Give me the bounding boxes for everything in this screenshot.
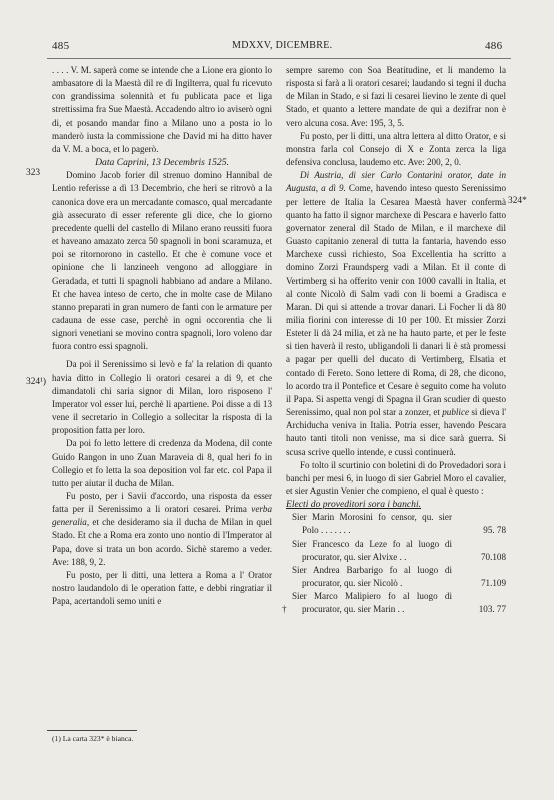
margin-number: 323 — [26, 168, 41, 178]
margin-number: 324* — [508, 196, 527, 206]
vote-count: 70.108 — [480, 551, 506, 562]
footnote: (1) La carta 323* è bianca. — [52, 734, 134, 743]
paragraph: Fu posto, per i Savii d'accordo, una risposta da esser fatta per il Serenissimo a li oratori cesarei. Prima verba generalia, et che desideramo sia il ducha de Milan in quel Stado. Et che a Roma era zonto uno nontio di l'Imperator al Papa, dove si trata un bon acordo. Sichè staremo a veder. Ave: 188, 9, 2. — [52, 491, 272, 567]
candidate-name: Sier Francesco da Leze fo al luogo di procurator, qu. sier Alvixe . . — [292, 538, 452, 562]
margin-number: 324¹) — [26, 377, 46, 387]
election-list — [282, 511, 506, 616]
vote-count: 71.109 — [480, 578, 506, 589]
footnote-rule — [47, 730, 137, 731]
right-column — [282, 64, 507, 617]
dagger-mark: † — [282, 604, 287, 615]
election-row — [286, 538, 506, 564]
paragraph: Di Austria, di sier Carlo Contarini orator, date in Augusta, a dì 9. Come, havendo inteso questo Serenissimo per lettere de Italia la Cesarea Maestà haver confermà quanto ha fatto il signor marchexe di Pescara e haverlo fatto governator zeneral dil Stado de Milan, e il marchexe dil Guasto capitanio zeneral di tutta la fantaria, havendo esso Marchexe cussì richiesto, Soa Excellentia ha scritto a domino Zorzi Fraundsperg vadi a Milan. Et il conte di Vertimberg si ha offerito venir con 1000 cavalli in Italia, et al conte Nicolò di Salm vadi con li boemi a Gradisca e Maran. Di qui si attende a trovar danari. Li Focher li dà 80 milia fiorini con interesse di 10 per 100. Et missier Zorzi Esteter li dà 24 milia, et zà ne ha hauto parte, et per le feste si tien haverà il resto, ubligandoli li danari li è stà promessi a pagar per quelli del ducato di Vertimberg, Elsatia et contado di Fereto. Sono lettere di Roma, di 28, che dicono, lo acordo tra il Pontefice et Cesare è seguito come ha voluto il Papa. Si aspetta vengi di Spagna il Gran scudier di questo Serenissimo, qual non pol star a zonzer, et publice si dieva l' Archiducha veniva in Italia. Potria esser, havendo Pescara hauto tanti titoli non venisse, ma si dice sarà guerra. Si scusa scrive quello intende, e cussì continuerà. — [286, 170, 507, 457]
paragraph: sempre saremo con Soa Beatitudine, et li mandemo la risposta si farà a li oratori cesarei; laudando si tegni il ducha de Milan in Stado, e si fazi li cesarei lievino le zente di quel Stado, et quanto a lettere mandate de qui a dezifrar non è vero alcuna cosa. Ave: 195, 3, 5. — [286, 65, 506, 128]
paragraph: Fo tolto il scurtinio con boletini di do Provedadori sora i banchi per mesi 6, in luogo di sier Gabriel Moro el cavalier, et sier Agustin Venier che compieno, el qual è questo : — [286, 459, 506, 496]
left-column — [52, 64, 272, 608]
election-row — [286, 511, 506, 537]
election-row — [282, 590, 506, 616]
candidate-name: Sier Marin Morosini fo censor, qu. sier Polo . . . . . . . — [292, 512, 452, 536]
header-rule — [47, 58, 511, 59]
vote-count: 95. 78 — [483, 525, 506, 536]
election-row — [286, 564, 506, 590]
paragraph: Domino Jacob forier dil strenuo domino Hannibal de Lentio referisse a dì 13 Decembrio, che heri se ritrovò a la canonica dove era un mercadante comasco, qual mercadante già assecurato di esser referente gli dice, che lo giorno precedente quelli del castello di Milano erano reussiti fuora et haveano amazato zerca 50 spagnoli in boni scaramuza, et poi se ritornorono in castello. Et che è comune voce et opinione che li lanzineeh vengono ad alloggiare in Geradada, et tutti li spagnoli habbiano ad andare a Milano. Et che havea inteso de certo, che in molte case de Milano stanno preparati in gran numero de fanti con le armature per cadauna de esse case, perchè in ogni occorentia che li signori venetiani se movino contra spagnoli, loro voleno dar fuora contro essi spagnoli. — [52, 170, 272, 352]
candidate-name: Sier Andrea Barbarigo fo al luogo di procurator, qu. sier Nicolò . — [292, 564, 452, 589]
right-page-number: 486 — [485, 40, 503, 52]
paragraph: Fu posto, per li ditti, una altra lettera al ditto Orator, e si monstra farla col Consejo di X e Zonta zerca la liga defensiva conclusa, laudemo etc. Ave: 200, 2, 0. — [286, 130, 506, 168]
paragraph: Da poi fo letto lettere di credenza da Modena, dil conte Guido Rangon in uno Zuan Maraveia di 8, qual heri fo in Collegio et fo letta la soa deposition vol far etc. col Papa il tutto per aiutar il ducha de Milan. — [52, 438, 272, 488]
vote-count: 103. 77 — [478, 604, 506, 615]
running-title: MDXXV, DICEMBRE. — [232, 40, 333, 51]
election-heading: Electi do proveditori sora i banchi. — [286, 499, 422, 511]
candidate-name: Sier Marco Malipiero fo al luogo di procurator, qu. sier Marin . . — [292, 591, 452, 615]
paragraph: Da poi il Serenissimo si levò e fa' la relation di quanto havia ditto in Collegio li oratori cesarei a di 9, et che dimandatoli chi saria signor di Milan, loro risposeno l' Imperator vol esser lui, perchè li apartiene. Poi disse a di 13 vene il secretario in Collegio a sollecitar la risposta di la proposition fatta per loro. — [52, 359, 272, 436]
paragraph: Fu posto, per li ditti, una lettera a Roma a l' Orator nostro laudandolo di le operation fatte, e debbi ringratiar il Papa, acertandoli semo uniti e — [52, 569, 272, 607]
date-signature: Data Caprini, 13 Decembris 1525. — [95, 157, 229, 169]
left-page-number: 485 — [52, 40, 70, 52]
paragraph: . . . . V. M. saperà come se intende che a Lione era gionto lo ambasatore di la Maestà dil re di Ingilterra, qual fu ricevuto con grandissima solennità et fu publicata pace et liga strettissima fra Sue Maestà. Accadendo altro io aviserò ogni di, et posando mandar fino a Milano uno a posta io lo manderò iusta la commissione che David mi ha ditto haver da V. M. a boca, et lo pagerò. — [52, 65, 272, 154]
